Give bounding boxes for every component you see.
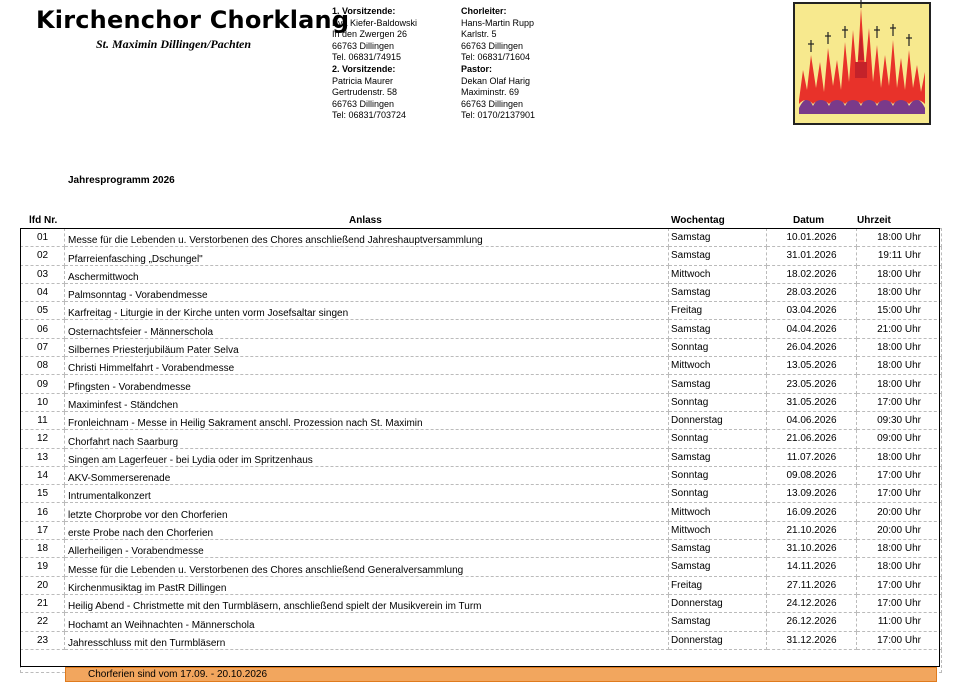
cell-nr: 19 — [21, 558, 65, 576]
cell-datum: 31.10.2026 — [767, 540, 857, 558]
cell-datum: 13.05.2026 — [767, 357, 857, 375]
cell-nr: 16 — [21, 503, 65, 521]
cell-wochentag: Mittwoch — [669, 357, 767, 375]
cell-nr: 20 — [21, 576, 65, 594]
contact-line: Karlstr. 5 — [461, 29, 497, 40]
contact-line: 66763 Dillingen — [461, 98, 524, 109]
table-row — [21, 411, 942, 429]
cell-wochentag: Samstag — [669, 247, 767, 265]
cell-datum: 16.09.2026 — [767, 503, 857, 521]
cell-anlass: Palmsonntag - Vorabendmesse — [65, 283, 669, 301]
cell-anlass: Karfreitag - Liturgie in der Kirche unten vorm Josefsaltar singen — [65, 302, 669, 320]
cell-uhrzeit: 17:00 Uhr — [857, 485, 942, 503]
contact-label: Pastor: — [461, 63, 493, 74]
cell-uhrzeit: 20:00 Uhr — [857, 503, 942, 521]
cell-datum: 21.06.2026 — [767, 430, 857, 448]
cell-nr: 07 — [21, 338, 65, 356]
cell-uhrzeit: 18:00 Uhr — [857, 558, 942, 576]
contact-chorleiter — [461, 6, 535, 122]
cell-uhrzeit: 17:00 Uhr — [857, 393, 942, 411]
cell-uhrzeit: 21:00 Uhr — [857, 320, 942, 338]
cell-uhrzeit: 18:00 Uhr — [857, 229, 942, 247]
program-table — [20, 228, 942, 673]
contact-label: 2. Vorsitzende: — [332, 63, 396, 74]
cell-nr: 09 — [21, 375, 65, 393]
cell-anlass: Osternachtsfeier - Männerschola — [65, 320, 669, 338]
cell-wochentag: Sonntag — [669, 466, 767, 484]
contact-line: Tel. 06831/74915 — [332, 52, 402, 63]
cell-datum: 28.03.2026 — [767, 283, 857, 301]
column-header-uhrzeit: Uhrzeit — [857, 215, 891, 226]
cell-datum: 13.09.2026 — [767, 485, 857, 503]
table-row — [21, 302, 942, 320]
cell-anlass: Messe für die Lebenden u. Verstorbenen des Chores anschließend Generalversammlung — [65, 558, 669, 576]
cell-anlass: letzte Chorprobe vor den Chorferien — [65, 503, 669, 521]
cell-nr: 11 — [21, 411, 65, 429]
table-row — [21, 357, 942, 375]
cell-nr: 15 — [21, 485, 65, 503]
cell-nr: 22 — [21, 613, 65, 631]
cell-nr: 13 — [21, 448, 65, 466]
cell-datum: 27.11.2026 — [767, 576, 857, 594]
cell-datum: 14.11.2026 — [767, 558, 857, 576]
cell-datum: 04.04.2026 — [767, 320, 857, 338]
cell-wochentag: Freitag — [669, 302, 767, 320]
contact-label: Chorleiter: — [461, 6, 507, 16]
table-row — [21, 448, 942, 466]
table-row — [21, 338, 942, 356]
cell-nr: 01 — [21, 229, 65, 247]
cell-uhrzeit: 17:00 Uhr — [857, 576, 942, 594]
contact-line: 66763 Dillingen — [332, 98, 395, 109]
cell-uhrzeit: 17:00 Uhr — [857, 466, 942, 484]
cell-datum: 23.05.2026 — [767, 375, 857, 393]
cell-nr: 12 — [21, 430, 65, 448]
contact-vorsitz1 — [332, 6, 417, 122]
contact-line: 66763 Dillingen — [461, 40, 524, 51]
table-row — [21, 393, 942, 411]
column-header-datum: Datum — [793, 215, 825, 226]
cell-anlass: Singen am Lagerfeuer - bei Lydia oder im Spritzenhaus — [65, 448, 669, 466]
cell-uhrzeit: 19:11 Uhr — [857, 247, 942, 265]
cell-wochentag: Sonntag — [669, 430, 767, 448]
cell-wochentag: Donnerstag — [669, 631, 767, 649]
table-row — [21, 320, 942, 338]
cell-nr: 17 — [21, 521, 65, 539]
contact-line: Eva Kiefer-Baldowski — [332, 17, 418, 28]
cell-uhrzeit: 18:00 Uhr — [857, 283, 942, 301]
cell-wochentag: Samstag — [669, 229, 767, 247]
cell-datum: 26.04.2026 — [767, 338, 857, 356]
cell-datum: 24.12.2026 — [767, 594, 857, 612]
contact-line: Tel: 06831/703724 — [332, 110, 407, 121]
cell-wochentag: Samstag — [669, 558, 767, 576]
table-row — [21, 247, 942, 265]
cell-wochentag: Samstag — [669, 320, 767, 338]
holiday-note: Chorferien sind vom 17.09. - 20.10.2026 — [65, 667, 937, 682]
cell-wochentag: Samstag — [669, 540, 767, 558]
cell-anlass: Intrumentalkonzert — [65, 485, 669, 503]
cell-uhrzeit: 20:00 Uhr — [857, 521, 942, 539]
cell-anlass: Chorfahrt nach Saarburg — [65, 430, 669, 448]
cell-nr: 08 — [21, 357, 65, 375]
cell-datum: 21.10.2026 — [767, 521, 857, 539]
cell-uhrzeit: 18:00 Uhr — [857, 540, 942, 558]
cell-wochentag: Sonntag — [669, 338, 767, 356]
cell-anlass: Heilig Abend - Christmette mit den Turmbläsern, anschließend spielt der Musikverein im Turm — [65, 594, 669, 612]
table-row — [21, 265, 942, 283]
cell-datum: 10.01.2026 — [767, 229, 857, 247]
cell-anlass: Maximinfest - Ständchen — [65, 393, 669, 411]
cell-nr: 23 — [21, 631, 65, 649]
cell-wochentag: Freitag — [669, 576, 767, 594]
table-row — [21, 558, 942, 576]
cell-wochentag: Donnerstag — [669, 411, 767, 429]
cell-anlass: Fronleichnam - Messe in Heilig Sakrament anschl. Prozession nach St. Maximin — [65, 411, 669, 429]
choir-logo-icon — [789, 0, 934, 128]
program-table-body — [21, 229, 942, 673]
contact-line: Tel: 0170/2137901 — [461, 110, 536, 121]
cell-uhrzeit: 18:00 Uhr — [857, 338, 942, 356]
cell-wochentag: Mittwoch — [669, 265, 767, 283]
cell-anlass: Aschermittwoch — [65, 265, 669, 283]
contact-line: Gertrudenstr. 58 — [332, 87, 398, 98]
cell-wochentag: Samstag — [669, 448, 767, 466]
cell-anlass: AKV-Sommerserenade — [65, 466, 669, 484]
cell-datum: 03.04.2026 — [767, 302, 857, 320]
cell-uhrzeit: 17:00 Uhr — [857, 594, 942, 612]
cell-uhrzeit: 15:00 Uhr — [857, 302, 942, 320]
table-row — [21, 430, 942, 448]
cell-anlass: Kirchenmusiktag im PastR Dillingen — [65, 576, 669, 594]
cell-datum: 31.01.2026 — [767, 247, 857, 265]
table-row — [21, 576, 942, 594]
choir-title: Kirchenchor Chorklang — [36, 6, 350, 34]
contact-line: Hans-Martin Rupp — [461, 17, 535, 28]
table-row — [21, 613, 942, 631]
contact-line: Maximinstr. 69 — [461, 87, 520, 98]
table-row — [21, 631, 942, 649]
column-header-nr: lfd Nr. — [29, 215, 58, 226]
cell-uhrzeit: 18:00 Uhr — [857, 357, 942, 375]
contact-line: Tel: 06831/71604 — [461, 52, 531, 63]
cell-anlass: Hochamt an Weihnachten - Männerschola — [65, 613, 669, 631]
cell-uhrzeit: 17:00 Uhr — [857, 631, 942, 649]
cell-uhrzeit: 09:00 Uhr — [857, 430, 942, 448]
cell-nr: 04 — [21, 283, 65, 301]
cell-datum: 31.05.2026 — [767, 393, 857, 411]
cell-uhrzeit: 18:00 Uhr — [857, 375, 942, 393]
contact-line: 66763 Dillingen — [332, 40, 395, 51]
choir-subtitle: St. Maximin Dillingen/Pachten — [96, 37, 252, 51]
cell-datum: 11.07.2026 — [767, 448, 857, 466]
cell-wochentag: Mittwoch — [669, 521, 767, 539]
cell-wochentag: Samstag — [669, 375, 767, 393]
table-row — [21, 594, 942, 612]
cell-anlass: Messe für die Lebenden u. Verstorbenen des Chores anschließend Jahreshauptversammlung — [65, 229, 669, 247]
column-header-wochentag: Wochentag — [671, 215, 725, 226]
program-heading: Jahresprogramm 2026 — [68, 175, 175, 186]
cell-datum: 18.02.2026 — [767, 265, 857, 283]
cell-anlass: Pfingsten - Vorabendmesse — [65, 375, 669, 393]
table-row — [21, 485, 942, 503]
cell-anlass: erste Probe nach den Chorferien — [65, 521, 669, 539]
cell-wochentag: Sonntag — [669, 393, 767, 411]
cell-nr: 10 — [21, 393, 65, 411]
table-row — [21, 283, 942, 301]
cell-nr: 02 — [21, 247, 65, 265]
cell-nr: 06 — [21, 320, 65, 338]
column-header-anlass: Anlass — [349, 215, 382, 226]
cell-nr: 14 — [21, 466, 65, 484]
cell-uhrzeit: 11:00 Uhr — [857, 613, 942, 631]
cell-anlass: Pfarreienfasching „Dschungel" — [65, 247, 669, 265]
cell-wochentag: Mittwoch — [669, 503, 767, 521]
table-row — [21, 521, 942, 539]
contact-line: In den Zwergen 26 — [332, 29, 408, 40]
contact-label: 1. Vorsitzende: — [332, 6, 396, 16]
cell-anlass: Allerheiligen - Vorabendmesse — [65, 540, 669, 558]
contact-line: Dekan Olaf Harig — [461, 75, 531, 86]
cell-wochentag: Donnerstag — [669, 594, 767, 612]
cell-datum: 09.08.2026 — [767, 466, 857, 484]
cell-nr: 03 — [21, 265, 65, 283]
cell-anlass: Silbernes Priesterjubiläum Pater Selva — [65, 338, 669, 356]
cell-nr: 18 — [21, 540, 65, 558]
table-row — [21, 503, 942, 521]
cell-wochentag: Sonntag — [669, 485, 767, 503]
cell-uhrzeit: 09:30 Uhr — [857, 411, 942, 429]
table-row — [21, 540, 942, 558]
cell-datum: 26.12.2026 — [767, 613, 857, 631]
table-row — [21, 466, 942, 484]
table-row — [21, 229, 942, 247]
cell-nr: 21 — [21, 594, 65, 612]
cell-anlass: Jahresschluss mit den Turmbläsern — [65, 631, 669, 649]
cell-wochentag: Samstag — [669, 283, 767, 301]
cell-datum: 31.12.2026 — [767, 631, 857, 649]
cell-uhrzeit: 18:00 Uhr — [857, 265, 942, 283]
cell-anlass: Christi Himmelfahrt - Vorabendmesse — [65, 357, 669, 375]
cell-nr: 05 — [21, 302, 65, 320]
cell-uhrzeit: 18:00 Uhr — [857, 448, 942, 466]
cell-wochentag: Samstag — [669, 613, 767, 631]
cell-datum: 04.06.2026 — [767, 411, 857, 429]
contact-line: Patricia Maurer — [332, 75, 394, 86]
table-row — [21, 375, 942, 393]
